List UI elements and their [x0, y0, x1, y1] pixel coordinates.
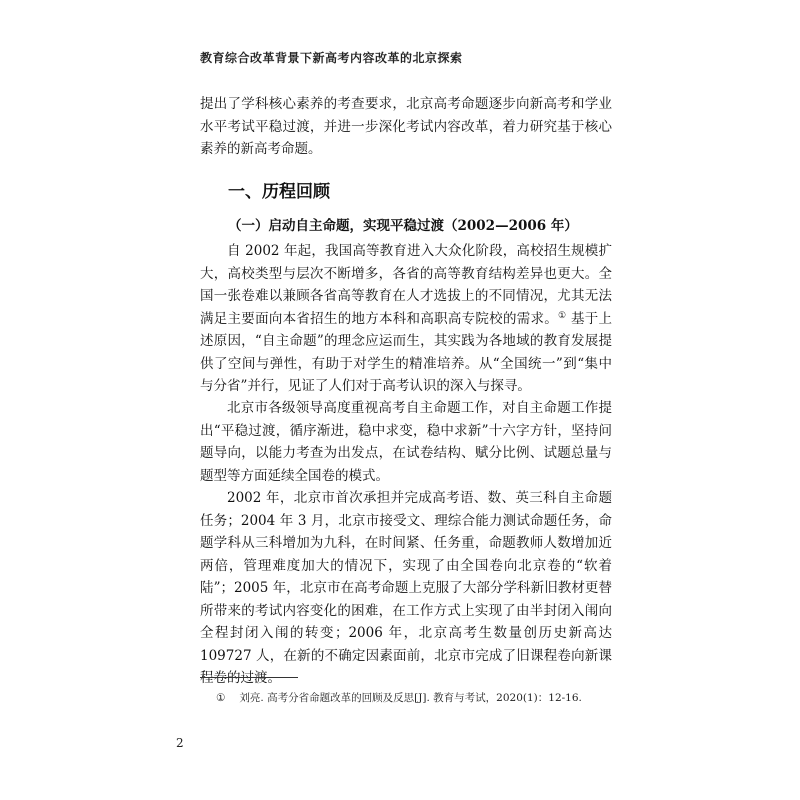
paragraph-1	[200, 240, 612, 398]
footnote-divider	[200, 677, 298, 678]
footnote-marker: ①	[216, 692, 226, 704]
paragraph-3: 2002 年，北京市首次承担并完成高考语、数、英三科自主命题任务；2004 年 3 月，北京市接受文、理综合能力测试命题任务，命题学科从三科增加为九科，在时间紧、任务重，命题教师人数增加近两倍，管理难度加大的情况下，实现了由全国卷向北京卷的“软着陆”；2005 年，北京市在高考命题上克服了大部分学科新旧教材更替所带来的考试内容变化的困难，在工作方式上实现了由半封闭入闱向全程封闭入闱的转变；2006 年，北京高考生数量创历史新高达 109727 人，在新的不确定因素面前，北京市完成了旧课程卷向新课程卷的过渡。	[200, 490, 612, 686]
paragraph-1-text-b: 基于上述原因，“自主命题”的理念应运而生，其实践为各地域的教育发展提供了空间与弹性，有助于对学生的精准培养。从“全国统一”到“集中与分省”并行，见证了人们对于高考认识的深入与探寻。	[200, 310, 612, 394]
running-header: 教育综合改革背景下新高考内容改革的北京探索	[200, 51, 463, 65]
subsection-title: （一）启动自主命题，实现平稳过渡（2002—2006 年）	[228, 218, 578, 234]
page-number: 2	[176, 736, 184, 750]
footnote	[216, 690, 582, 705]
paragraph-1-text-a: 自 2002 年起，我国高等教育进入大众化阶段，高校招生规模扩大，高校类型与层次不断增多，各省的高等教育结构差异也更大。全国一张卷难以兼顾各省高等教育在人才选拔上的不同情况，尤其无法满足主要面向本省招生的地方本科和高职高专院校的需求。	[200, 243, 612, 327]
footnote-reference[interactable]: ①	[558, 310, 567, 321]
paragraph-2: 北京市各级领导高度重视高考自主命题工作，对自主命题工作提出“平稳过渡，循序渐进，稳中求变，稳中求新”十六字方针，坚持问题导向，以能力考查为出发点，在试卷结构、赋分比例、试题总量与题型等方面延续全国卷的模式。	[200, 400, 612, 484]
section-title: 一、历程回顾	[228, 182, 330, 202]
footnote-text: 刘亮. 高考分省命题改革的回顾及反思[J]. 教育与考试，2020(1)：12-16.	[239, 692, 582, 704]
intro-paragraph: 提出了学科核心素养的考查要求，北京高考命题逐步向新高考和学业水平考试平稳过渡，并进一步深化考试内容改革，着力研究基于核心素养的新高考命题。	[200, 96, 612, 157]
